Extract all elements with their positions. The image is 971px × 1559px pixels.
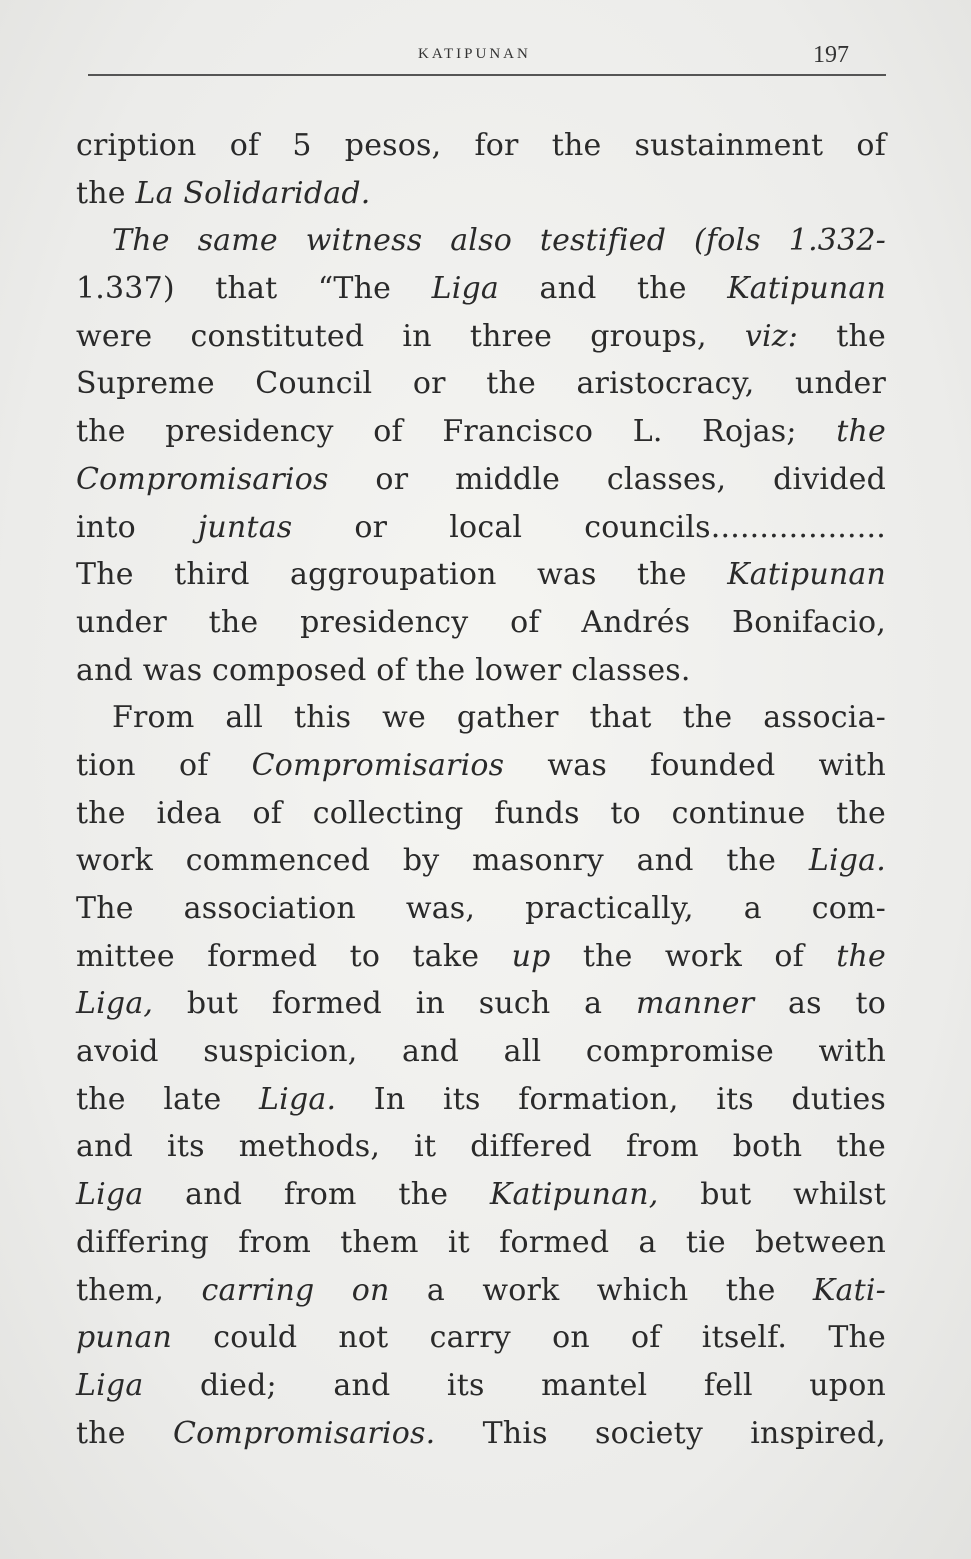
text-run: the [76, 175, 136, 211]
text-line [76, 647, 886, 695]
text-run: Supreme Council or the aristocracy, under [76, 366, 886, 402]
italic-text: Liga, [76, 986, 154, 1022]
text-run: differing from them it formed a tie between [76, 1224, 886, 1260]
text-run: a work which the [389, 1272, 813, 1308]
text-line [76, 1123, 886, 1171]
text-run: them, [76, 1272, 202, 1308]
italic-text: Kati- [812, 1272, 886, 1308]
text-line [76, 551, 886, 599]
text-run: as to [754, 986, 886, 1022]
italic-text: Katipunan, [489, 1177, 659, 1213]
text-run: and was composed of the lower classes. [76, 652, 691, 688]
text-run: into [76, 509, 198, 545]
running-title: KATIPUNAN [418, 46, 531, 62]
text-run: the late [76, 1081, 260, 1117]
text-line [76, 837, 886, 885]
italic-text: the [836, 938, 886, 974]
text-run: 1.337) that “The [76, 271, 432, 307]
italic-text: Liga. [259, 1081, 337, 1117]
italic-text: viz: [744, 318, 799, 354]
text-line [76, 1171, 886, 1219]
text-line [76, 313, 886, 361]
text-run: the idea of collecting funds to continue the [76, 795, 886, 831]
text-line [76, 1314, 886, 1362]
text-line [76, 360, 886, 408]
italic-text: Compromisarios [76, 461, 329, 497]
text-run: the work of [550, 938, 837, 974]
text-line [76, 1028, 886, 1076]
text-run: was founded with [504, 747, 887, 783]
italic-text: Liga [76, 1177, 144, 1213]
italic-text: Liga [431, 271, 499, 307]
text-run: and its methods, it differed from both the [76, 1129, 886, 1165]
body-text [76, 122, 886, 1457]
italic-text: punan [76, 1320, 173, 1356]
text-run: and the [499, 271, 728, 307]
text-run: under the presidency of Andrés Bonifacio, [76, 604, 886, 640]
text-line [76, 265, 886, 313]
text-run: the [798, 318, 886, 354]
text-run: In its formation, its duties [336, 1081, 886, 1117]
text-run: The third aggroupation was the [76, 557, 728, 593]
text-run: but whilst [658, 1177, 886, 1213]
text-line [76, 599, 886, 647]
text-line [76, 885, 886, 933]
italic-text: juntas [197, 509, 293, 545]
text-run: mittee formed to take [76, 938, 512, 974]
page-header [88, 40, 886, 84]
text-line [76, 1219, 886, 1267]
text-line [76, 1076, 886, 1124]
text-line [76, 694, 886, 742]
italic-text: Compromisarios. [173, 1415, 436, 1451]
italic-text: Katipunan [727, 271, 886, 307]
text-run: The association was, practically, a com- [76, 891, 886, 926]
text-run: work commenced by masonry and the [76, 843, 809, 879]
italic-text: carring on [201, 1272, 390, 1308]
italic-text: La Solidaridad. [135, 175, 371, 211]
text-line [76, 1267, 886, 1315]
text-run: the presidency of Francisco L. Rojas; [76, 414, 837, 450]
text-run: could not carry on of itself. The [172, 1320, 886, 1356]
text-run: but formed in such a [153, 986, 637, 1022]
header-rule [88, 74, 886, 76]
text-line [76, 980, 886, 1028]
text-run: tion of [76, 747, 252, 783]
italic-text: Katipunan [727, 557, 886, 593]
text-line [76, 790, 886, 838]
text-line [76, 1410, 886, 1458]
italic-text: up [511, 938, 551, 974]
text-line [76, 122, 886, 170]
text-run: From all this we gather that the associa- [112, 700, 886, 736]
italic-text: Liga. [808, 843, 886, 879]
text-line [76, 217, 886, 265]
text-run: cription of 5 pesos, for the sustainment of [76, 128, 886, 163]
italic-text: manner [636, 986, 755, 1022]
text-line [76, 456, 886, 504]
text-line [76, 1362, 886, 1410]
text-run: and from the [143, 1177, 490, 1213]
text-line [76, 408, 886, 456]
text-run: This society inspired, [435, 1415, 886, 1451]
text-line [76, 504, 886, 552]
text-run: or middle classes, divided [328, 461, 886, 497]
text-run: or local councils.................. [292, 509, 886, 545]
italic-text: Compromisarios [251, 747, 505, 783]
text-line [76, 170, 886, 218]
page-number: 197 [813, 42, 849, 68]
text-run: the [76, 1415, 173, 1451]
text-run: avoid suspicion, and all compromise with [76, 1034, 886, 1070]
text-line [76, 933, 886, 981]
italic-text: the [836, 414, 886, 450]
text-run: were constituted in three groups, [76, 318, 745, 354]
italic-text: Liga [76, 1367, 144, 1403]
text-line [76, 742, 886, 790]
italic-text: The same witness also testified (fols 1.332- [112, 223, 886, 259]
text-run: died; and its mantel fell upon [143, 1367, 886, 1403]
